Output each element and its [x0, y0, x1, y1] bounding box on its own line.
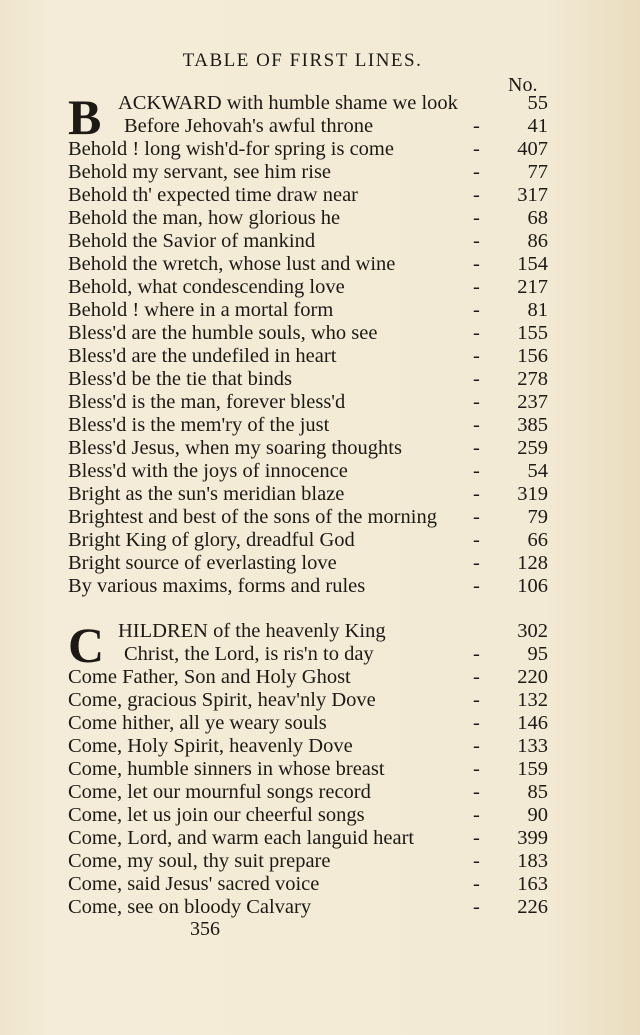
list-item: [68, 827, 548, 850]
entry-number: 132: [517, 689, 548, 711]
section-c: [68, 617, 548, 919]
leader-dash: -: [473, 873, 480, 895]
list-item: [68, 207, 548, 230]
list-item: [68, 437, 548, 460]
leader-dash: -: [473, 299, 480, 321]
leader-dash: -: [473, 552, 480, 574]
list-item: [68, 552, 548, 575]
entry-list: [68, 138, 548, 598]
entry-number: 259: [517, 437, 548, 459]
entry-text: Before Jehovah's awful throne: [124, 115, 374, 137]
entry-number: 237: [517, 391, 548, 413]
entry-text: Bless'd is the mem'ry of the just: [68, 414, 330, 436]
leader-dash: -: [473, 207, 480, 229]
entry-number: 90: [527, 804, 548, 826]
leader-dash: -: [473, 345, 480, 367]
entry-number: 106: [517, 575, 548, 597]
entry-text: Bright as the sun's meridian blaze: [68, 483, 345, 505]
leader-dash: -: [473, 230, 480, 252]
entry-number: 81: [527, 299, 548, 321]
page-number: 356: [190, 918, 220, 940]
entry-text: HILDREN of the heavenly King: [118, 620, 386, 642]
entry-number: 317: [517, 184, 548, 206]
entry-number: 155: [517, 322, 548, 344]
list-item: [68, 230, 548, 253]
leader-dash: -: [473, 575, 480, 597]
entry-text: Come Father, Son and Holy Ghost: [68, 666, 351, 688]
section-gap: [68, 598, 548, 620]
entry-text: Bless'd be the tie that binds: [68, 368, 293, 390]
leader-dash: -: [473, 460, 480, 482]
entry-list: [68, 666, 548, 919]
list-item: [68, 138, 548, 161]
entry-number: 128: [517, 552, 548, 574]
list-item: [68, 414, 548, 437]
list-item: [68, 483, 548, 506]
entry-text: Come, humble sinners in whose breast: [68, 758, 385, 780]
entry-text: Come, my soul, thy suit prepare: [68, 850, 331, 872]
list-item: [68, 758, 548, 781]
leader-dash: -: [473, 758, 480, 780]
list-item: [68, 253, 548, 276]
list-item: [68, 184, 548, 207]
entry-text: Bless'd with the joys of innocence: [68, 460, 348, 482]
leader-dash: -: [473, 827, 480, 849]
entry-text: Behold ! where in a mortal form: [68, 299, 334, 321]
entry-text: Come, Lord, and warm each languid heart: [68, 827, 415, 849]
entry-number: 220: [517, 666, 548, 688]
entry-number: 133: [517, 735, 548, 757]
entry-text: Behold ! long wish'd-for spring is come: [68, 138, 394, 160]
entry-text: Come hither, all ye weary souls: [68, 712, 327, 734]
entry-number: 156: [517, 345, 548, 367]
list-item: [68, 506, 548, 529]
entry-number: 302: [517, 620, 548, 642]
entry-text: Behold my servant, see him rise: [68, 161, 332, 183]
leader-dash: -: [473, 804, 480, 826]
entry-text: Behold, what condescending love: [68, 276, 345, 298]
entry-text: Bless'd Jesus, when my soaring thoughts: [68, 437, 402, 459]
list-item: [68, 161, 548, 184]
entry-number: 146: [517, 712, 548, 734]
entry-text: ACKWARD with humble shame we look: [118, 92, 458, 114]
entry-text: Bright source of everlasting love: [68, 552, 337, 574]
entry-number: 86: [527, 230, 548, 252]
leader-dash: -: [473, 529, 480, 551]
section-b: [68, 89, 548, 598]
list-item: [68, 896, 548, 919]
entry-text: Come, let us join our cheerful songs: [68, 804, 365, 826]
leader-dash: -: [473, 735, 480, 757]
list-item: [68, 368, 548, 391]
entry-text: Come, Holy Spirit, heavenly Dove: [68, 735, 353, 757]
entry-number: 399: [517, 827, 548, 849]
entry-number: 278: [517, 368, 548, 390]
list-item: [68, 322, 548, 345]
list-item: [68, 781, 548, 804]
entry-text: Behold the wretch, whose lust and wine: [68, 253, 396, 275]
list-item: [68, 460, 548, 483]
leader-dash: -: [473, 161, 480, 183]
entry-number: 41: [527, 115, 548, 137]
entry-text: By various maxims, forms and rules: [68, 575, 366, 597]
leader-dash: -: [473, 896, 480, 918]
entry-text: Bless'd is the man, forever bless'd: [68, 391, 346, 413]
list-item: [68, 735, 548, 758]
leader-dash: -: [473, 276, 480, 298]
list-item: [68, 276, 548, 299]
section-first-entry: [68, 617, 548, 673]
entry-number: 217: [517, 276, 548, 298]
entry-text: Christ, the Lord, is ris'n to day: [124, 643, 374, 665]
leader-dash: -: [473, 483, 480, 505]
leader-dash: -: [473, 368, 480, 390]
leader-dash: -: [473, 689, 480, 711]
list-item: [68, 666, 548, 689]
leader-dash: -: [473, 391, 480, 413]
entry-number: 226: [517, 896, 548, 918]
entry-number: 407: [517, 138, 548, 160]
leader-dash: -: [473, 322, 480, 344]
entry-number: 154: [517, 253, 548, 275]
list-item: [68, 345, 548, 368]
entry-text: Bright King of glory, dreadful God: [68, 529, 355, 551]
leader-dash: -: [473, 115, 480, 137]
entry-text: Bless'd are the humble souls, who see: [68, 322, 378, 344]
entry-text: Brightest and best of the sons of the morning: [68, 506, 437, 528]
entry-text: Come, gracious Spirit, heav'nly Dove: [68, 689, 376, 711]
drop-cap: B: [68, 89, 102, 145]
entry-text: Come, said Jesus' sacred voice: [68, 873, 320, 895]
leader-dash: -: [473, 437, 480, 459]
entry-number: 54: [527, 460, 548, 482]
number-column-label: No.: [508, 74, 538, 96]
leader-dash: -: [473, 712, 480, 734]
first-lines-index: [68, 89, 548, 919]
section-first-entry: [68, 89, 548, 145]
entry-text: Bless'd are the undefiled in heart: [68, 345, 337, 367]
drop-cap: C: [68, 617, 105, 673]
list-item: [68, 689, 548, 712]
page-title: TABLE OF FIRST LINES.: [182, 50, 423, 71]
list-item: [68, 873, 548, 896]
entry-number: 68: [527, 207, 548, 229]
entry-text: Come, let our mournful songs record: [68, 781, 371, 803]
entry-number: 55: [527, 92, 548, 114]
leader-dash: -: [473, 643, 480, 665]
entry-number: 85: [527, 781, 548, 803]
leader-dash: -: [473, 138, 480, 160]
list-item: [68, 529, 548, 552]
leader-dash: -: [473, 414, 480, 436]
entry-number: 66: [527, 529, 548, 551]
leader-dash: -: [473, 184, 480, 206]
entry-number: 183: [517, 850, 548, 872]
list-item: [68, 575, 548, 598]
leader-dash: -: [473, 781, 480, 803]
entry-number: 77: [527, 161, 548, 183]
leader-dash: -: [473, 850, 480, 872]
list-item: [68, 850, 548, 873]
list-item: [68, 391, 548, 414]
entry-number: 95: [527, 643, 548, 665]
list-item: [68, 712, 548, 735]
entry-text: Behold the man, how glorious he: [68, 207, 341, 229]
entry-number: 163: [517, 873, 548, 895]
entry-text: Behold th' expected time draw near: [68, 184, 359, 206]
entry-number: 385: [517, 414, 548, 436]
leader-dash: -: [473, 666, 480, 688]
entry-text: Behold the Savior of mankind: [68, 230, 316, 252]
entry-number: 159: [517, 758, 548, 780]
list-item: [68, 804, 548, 827]
entry-text: Come, see on bloody Calvary: [68, 896, 312, 918]
leader-dash: -: [473, 253, 480, 275]
entry-number: 79: [527, 506, 548, 528]
list-item: [68, 299, 548, 322]
leader-dash: -: [473, 506, 480, 528]
entry-number: 319: [517, 483, 548, 505]
